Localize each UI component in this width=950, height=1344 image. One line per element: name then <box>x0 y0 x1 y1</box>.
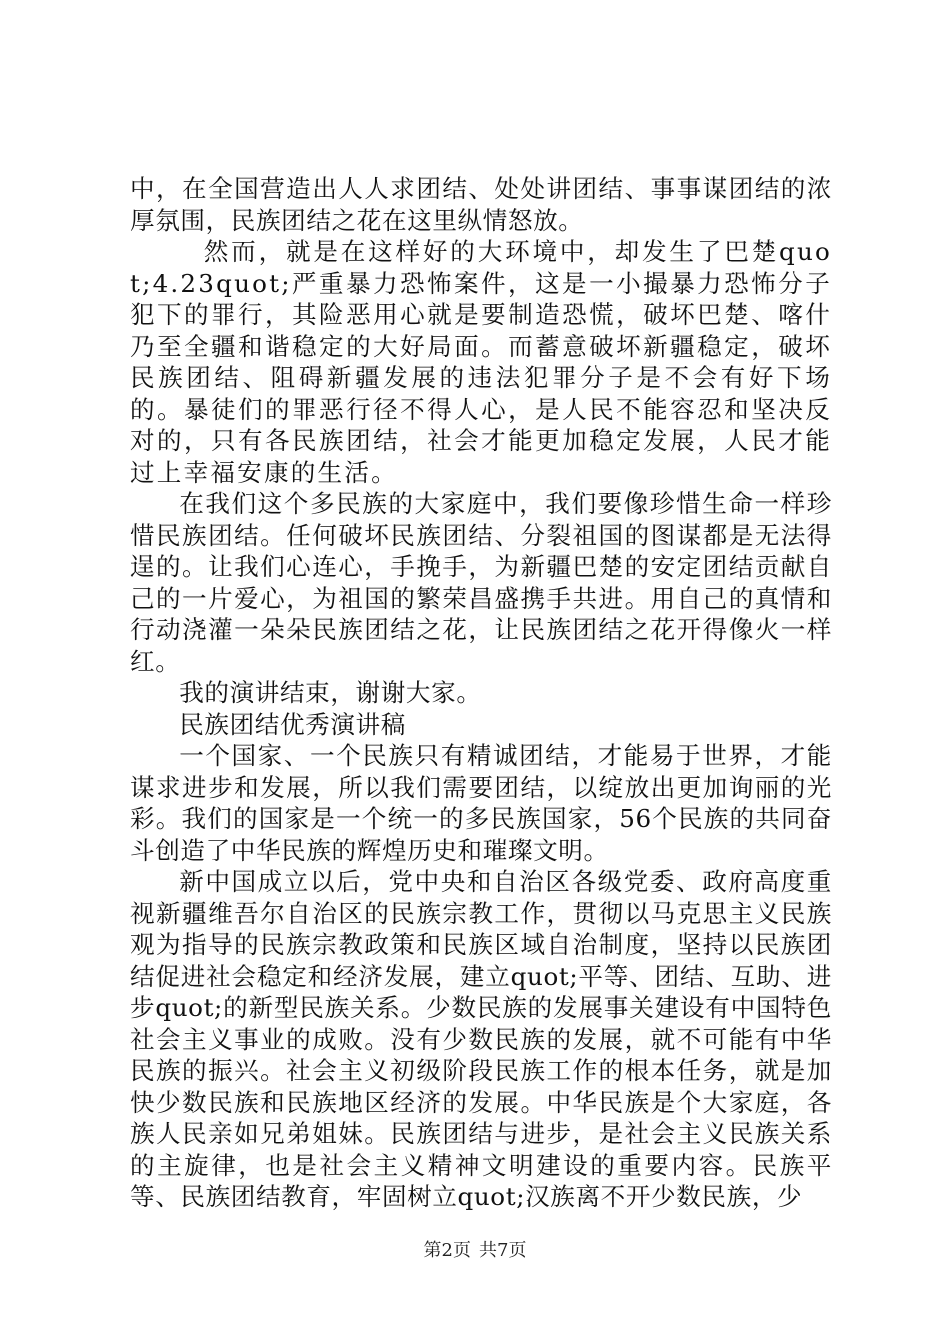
paragraph-nation-unity: 一个国家、一个民族只有精诚团结，才能易于世界，才能谋求进步和发展，所以我们需要团结，以绽放出更加询丽的光彩。我们的国家是一个统一的多民族国家，56个民族的共同奋斗创造了中华民族的辉煌历史和璀璨文明。 <box>130 741 832 865</box>
section-heading: 民族团结优秀演讲稿 <box>179 709 406 739</box>
paragraph-new-china: 新中国成立以后，党中央和自治区各级党委、政府高度重视新疆维吾尔自治区的民族宗教工作，贯彻以马克思主义民族观为指导的民族宗教政策和民族区域自治制度，坚持以民族团结促进社会稳定和经济发展，建立quot;平等、团结、互助、进步quot;的新型民族关系。少数民族的发展事关建设有中国特色社会主义事业的成败。没有少数民族的发展，就不可能有中华民族的振兴。社会主义初级阶段民族工作的根本任务，就是加快少数民族和民族地区经济的发展。中华民族是个大家庭，各族人民亲如兄弟姐妹。民族团结与进步，是社会主义民族关系的主旋律，也是社会主义精神文明建设的重要内容。民族平等、民族团结教育，牢固树立quot;汉族离不开少数民族，少 <box>130 867 832 1211</box>
paragraph-cherish-unity: 在我们这个多民族的大家庭中，我们要像珍惜生命一样珍惜民族团结。任何破坏民族团结、分裂祖国的图谋都是无法得逞的。让我们心连心，手挽手，为新疆巴楚的安定团结贡献自己的一片爱心，为祖国的繁荣昌盛携手共进。用自己的真情和行动浇灌一朵朵民族团结之花，让民族团结之花开得像火一样红。 <box>130 489 832 676</box>
page-number: 第2页 <box>423 1240 471 1261</box>
page-total: 共7页 <box>479 1240 527 1261</box>
document-body <box>130 173 832 1213</box>
paragraph-continuation: 中，在全国营造出人人求团结、处处讲团结、事事谋团结的浓厚氛围，民族团结之花在这里纵情怒放。 <box>130 174 832 235</box>
page-footer <box>0 1240 950 1262</box>
paragraph-closing: 我的演讲结束，谢谢大家。 <box>179 678 482 707</box>
paragraph-bachu-incident: 然而，就是在这样好的大环境中，却发生了巴楚quot;4.23quot;严重暴力恐怖案件，这是一小撮暴力恐怖分子犯下的罪行，其险恶用心就是要制造恐慌，破坏巴楚、喀什乃至全疆和谐稳定的大好局面。而蓄意破坏新疆稳定，破坏民族团结、阻碍新疆发展的违法犯罪分子是不会有好下场的。暴徒们的罪恶行径不得人心，是人民不能容忍和坚决反对的，只有各民族团结，社会才能更加稳定发展，人民才能过上幸福安康的生活。 <box>130 237 832 487</box>
